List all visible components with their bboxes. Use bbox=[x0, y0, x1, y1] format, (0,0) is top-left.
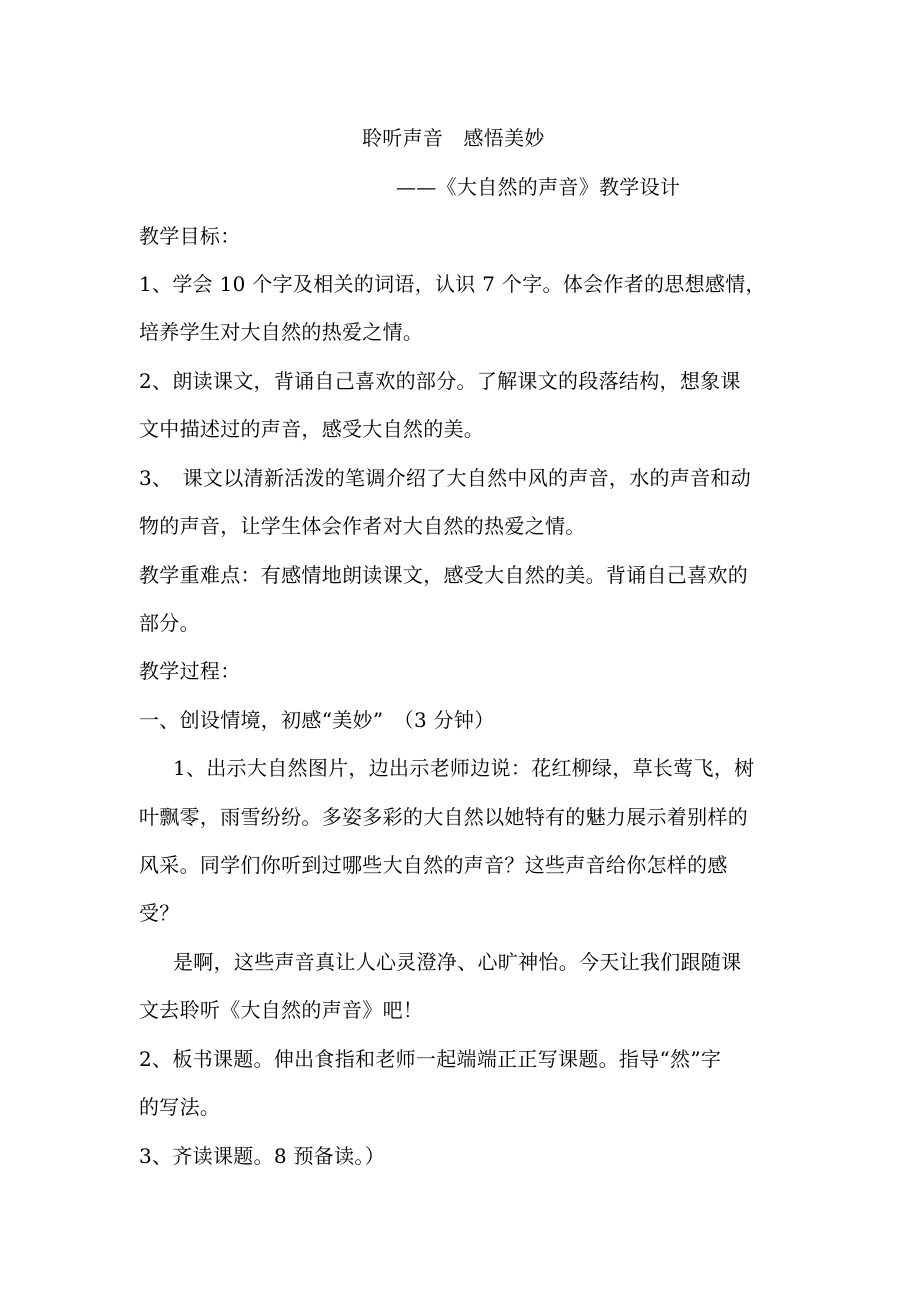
text-line: 的写法。 bbox=[139, 1095, 221, 1119]
text-line: 1、学会 10 个字及相关的词语，认识 7 个字。体会作者的思想感情， bbox=[139, 272, 766, 296]
text-line: 部分。 bbox=[139, 611, 200, 635]
text-line: 风采。同学们你听到过哪些大自然的声音？这些声音给你怎样的感 bbox=[139, 853, 728, 877]
text-line: 一、创设情境，初感“美妙” （3 分钟） bbox=[139, 708, 495, 732]
document-subtitle: ——《大自然的声音》教学设计 bbox=[396, 175, 681, 199]
text-line: 文去聆听《大自然的声音》吧！ bbox=[139, 998, 424, 1022]
text-line: 是啊，这些声音真让人心灵澄净、心旷神怡。今天让我们跟随课 bbox=[173, 950, 742, 974]
text-line: 2、朗读课文，背诵自己喜欢的部分。了解课文的段落结构，想象课 bbox=[139, 369, 741, 393]
text-line: 文中描述过的声音，感受大自然的美。 bbox=[139, 417, 485, 441]
text-line: 教学重难点：有感情地朗读课文，感受大自然的美。背诵自己喜欢的 bbox=[139, 563, 748, 587]
text-line: 3、 课文以清新活泼的笔调介绍了大自然中风的声音，水的声音和动 bbox=[139, 466, 752, 490]
text-line: 3、齐读课题。8 预备读。） bbox=[139, 1144, 386, 1168]
text-line: 受？ bbox=[139, 901, 180, 925]
document-title: 聆听声音 感悟美妙 bbox=[362, 126, 545, 150]
text-line: 物的声音，让学生体会作者对大自然的热爱之情。 bbox=[139, 514, 586, 538]
text-line: 1、出示大自然图片，边出示老师边说：花红柳绿，草长莺飞，树 bbox=[173, 756, 755, 780]
text-line: 教学目标： bbox=[139, 224, 241, 248]
text-line: 叶飘零，雨雪纷纷。多姿多彩的大自然以她特有的魅力展示着别样的 bbox=[139, 805, 748, 829]
text-line: 2、板书课题。伸出食指和老师一起端端正正写课题。指导“然”字 bbox=[139, 1047, 722, 1071]
text-line: 培养学生对大自然的热爱之情。 bbox=[139, 320, 424, 344]
text-line: 教学过程： bbox=[139, 659, 241, 683]
